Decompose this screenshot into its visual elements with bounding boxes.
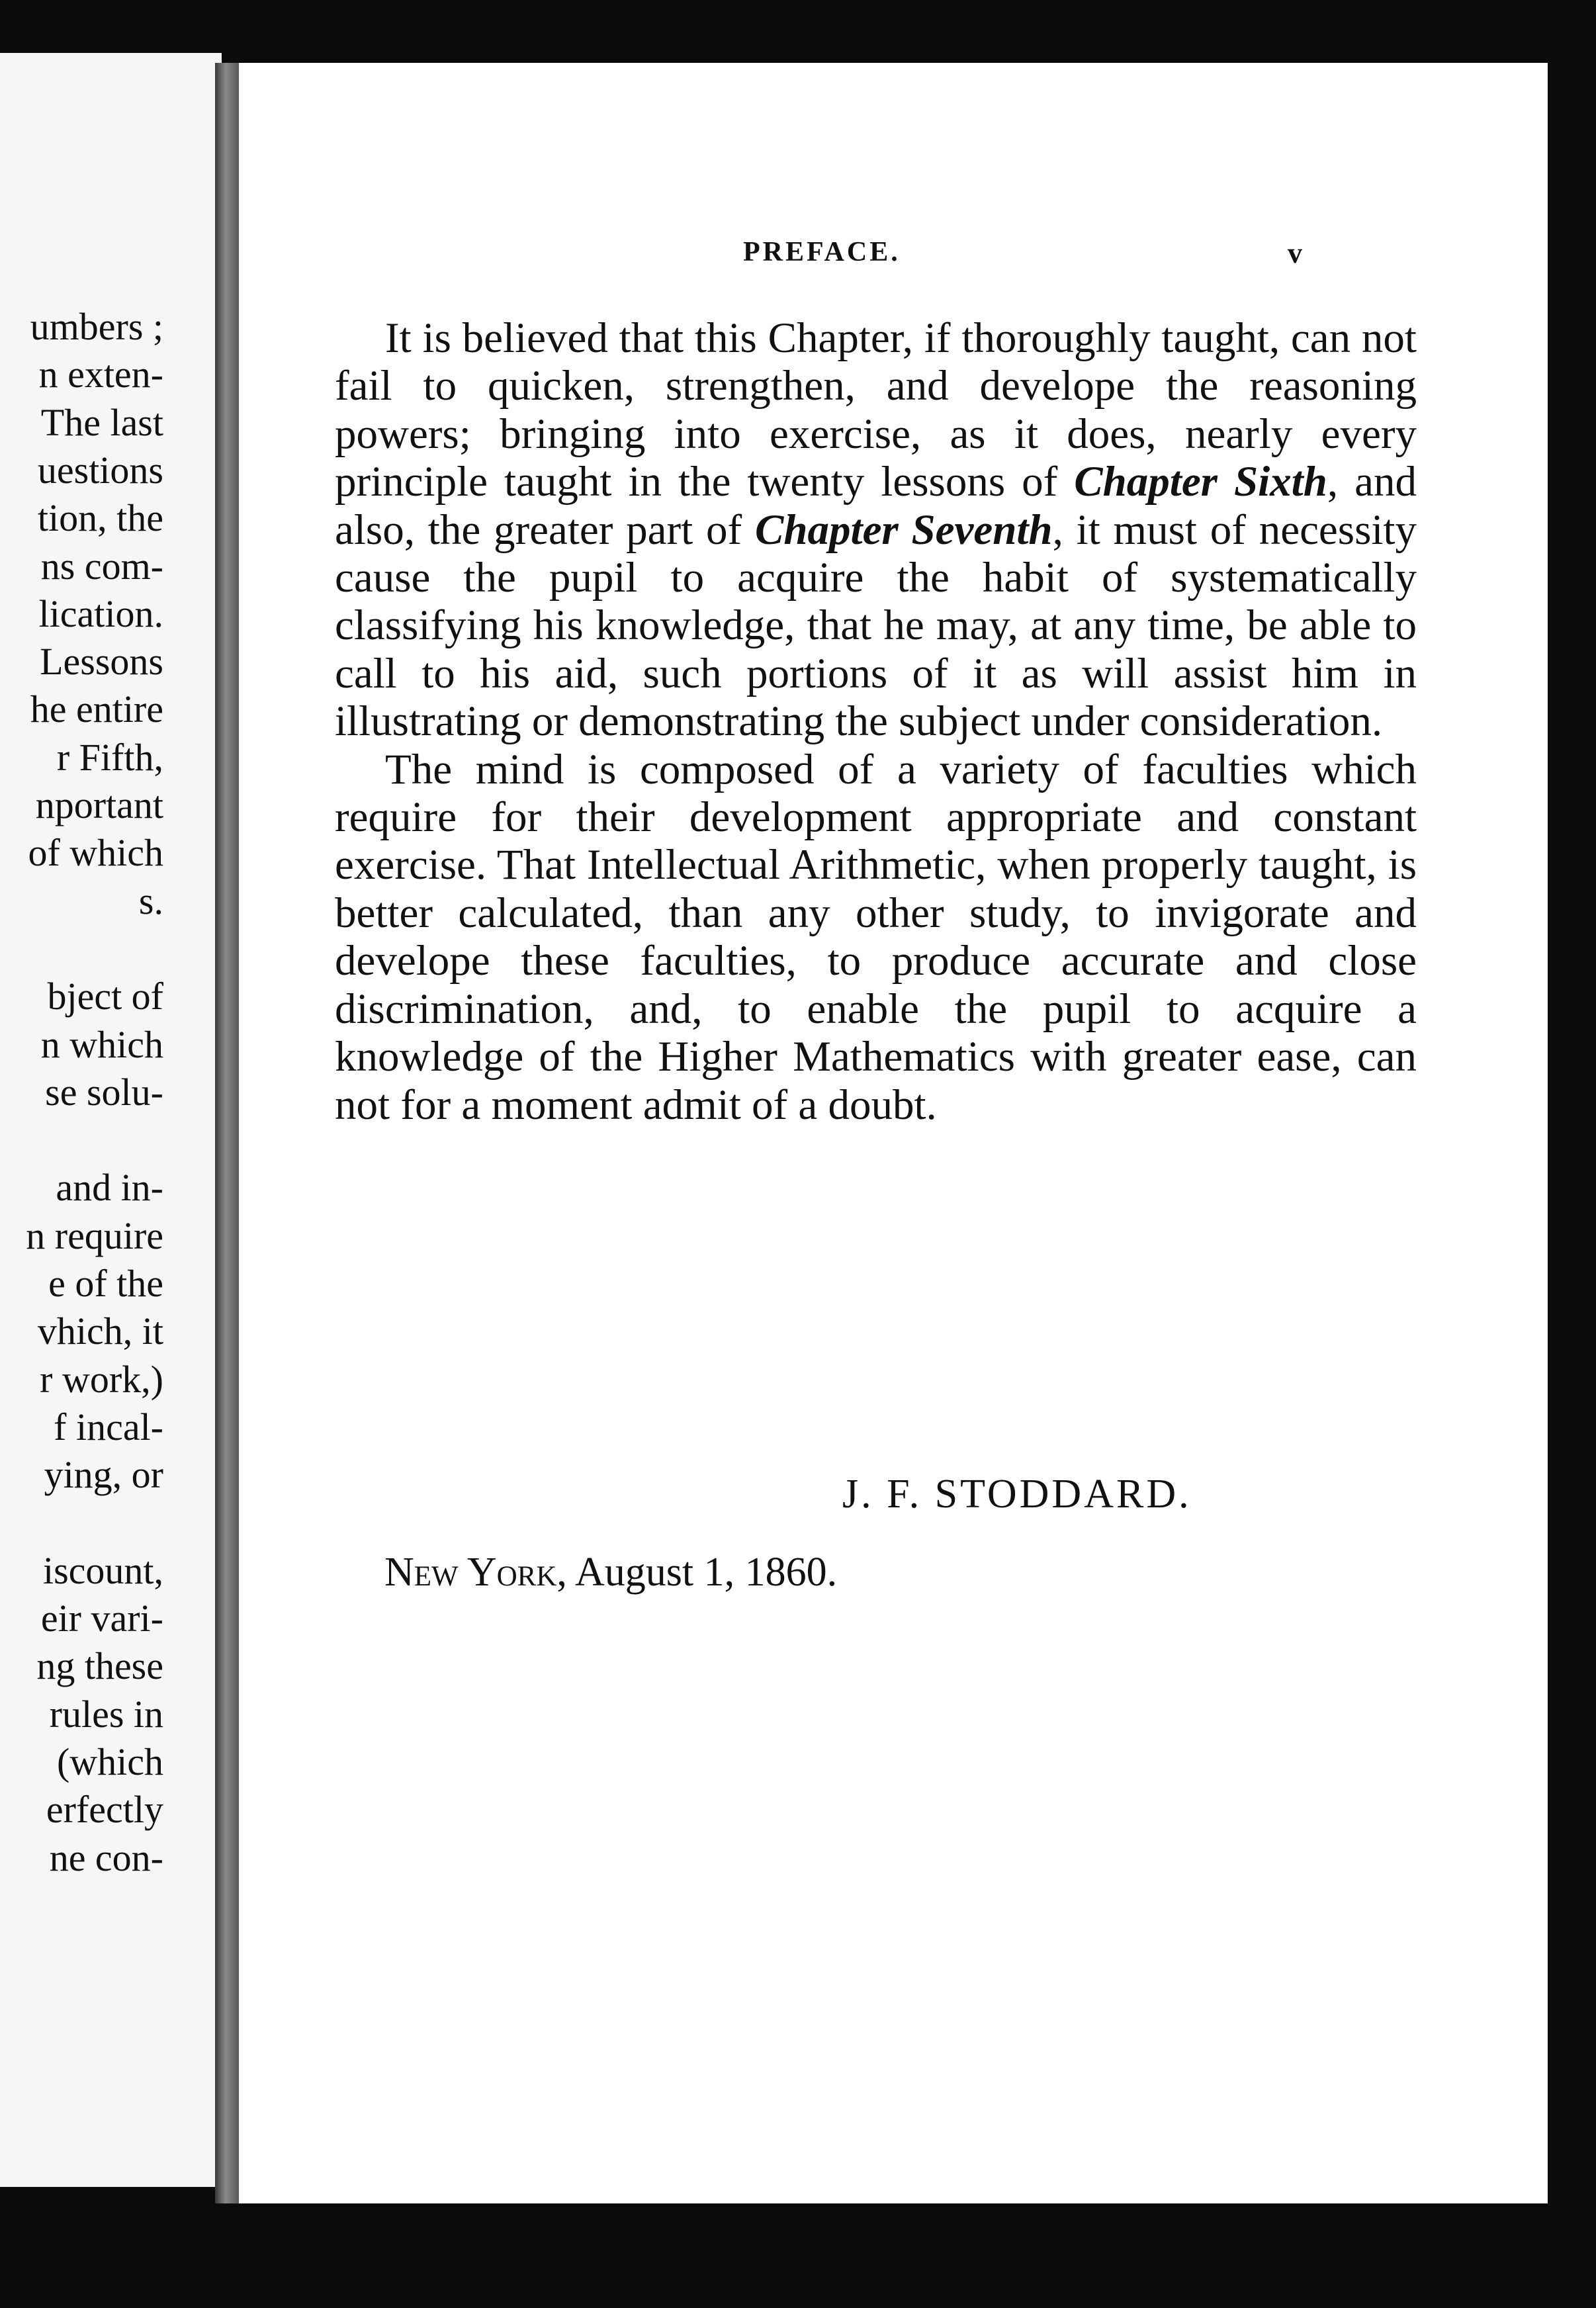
author-signature: J. F. STODDARD. [842,1472,1192,1517]
facing-page-line: eir vari- [40,1597,163,1640]
page-title: PREFACE. [743,237,901,267]
facing-page-line: rules in [49,1692,163,1736]
facing-page-line: e of the [48,1262,163,1305]
facing-page-line: f incal- [54,1405,163,1448]
facing-page-line: ne con- [49,1836,163,1879]
facing-page-line: uestions [37,448,163,492]
facing-page-fragment [0,53,222,2187]
dateline-date: , August 1, 1860. [556,1550,838,1595]
facing-page-line: nportant [35,783,163,826]
facing-page-line: s. [138,879,163,922]
facing-page-line: lication. [38,592,163,635]
facing-page-line: erfectly [46,1788,163,1832]
facing-page-line: ying, or [44,1453,163,1497]
facing-page-line: n require [26,1214,163,1257]
facing-page-line: n exten- [38,353,163,396]
chapter-sixth-reference: Chapter Sixth [1074,458,1327,506]
facing-page-line: n which [40,1022,163,1066]
facing-page-line: ns com- [40,544,163,588]
facing-page-line: iscount, [42,1548,163,1592]
facing-page-line: of which [28,831,163,875]
facing-page-line: Lessons [40,640,163,684]
running-header [239,236,1548,283]
facing-page-line: and in- [56,1166,163,1210]
facing-page-line: vhich, it [37,1309,163,1353]
preface-page [239,63,1548,2207]
facing-page-line: umbers ; [30,305,163,348]
paragraph-1: It is believed that this Chapter, if thoroughly taught, can not fail to quicken, strengthen, and develope the reasoning powers; bringing into exercise, as it does, nearly every principle taught in the twenty lessons of Chapter Sixth, and also, the greater part of Chapter Seventh, it must of necessity cause the pupil to acquire the habit of systematically classifying his knowledge, that he may, at any time, be able to call to his aid, such portions of it as will assist him in illustrating or demonstrating the subject under consideration. [335,314,1417,746]
facing-page-line: (which [56,1740,163,1783]
page-number: v [1288,237,1302,269]
book-gutter [215,63,239,2203]
chapter-seventh-reference: Chapter Seventh [755,506,1053,554]
facing-page-line: r Fifth, [56,735,163,779]
facing-page-line: tion, the [37,496,163,540]
scan-border [0,2203,1596,2308]
facing-page-line: se solu- [45,1070,163,1114]
paragraph-2: The mind is composed of a variety of faculties which require for their development appropriate and constant exercise. That Intellectual Arithmetic, when properly taught, is better calculated, than any other study, to invigorate and develope these faculties, to produce accurate and close discrimination, and, to enable the pupil to acquire a knowledge of the Higher Mathematics with greater ease, can not for a moment admit of a doubt. [335,745,1417,1129]
dateline-place: New York [384,1550,557,1595]
dateline [384,1549,837,1596]
facing-page-line: he entire [30,688,163,731]
facing-page-line: r work,) [40,1357,163,1401]
facing-page-line: The last [40,400,163,444]
preface-body [335,314,1417,1129]
facing-page-line: bject of [47,975,163,1018]
facing-page-line: ng these [36,1644,163,1688]
